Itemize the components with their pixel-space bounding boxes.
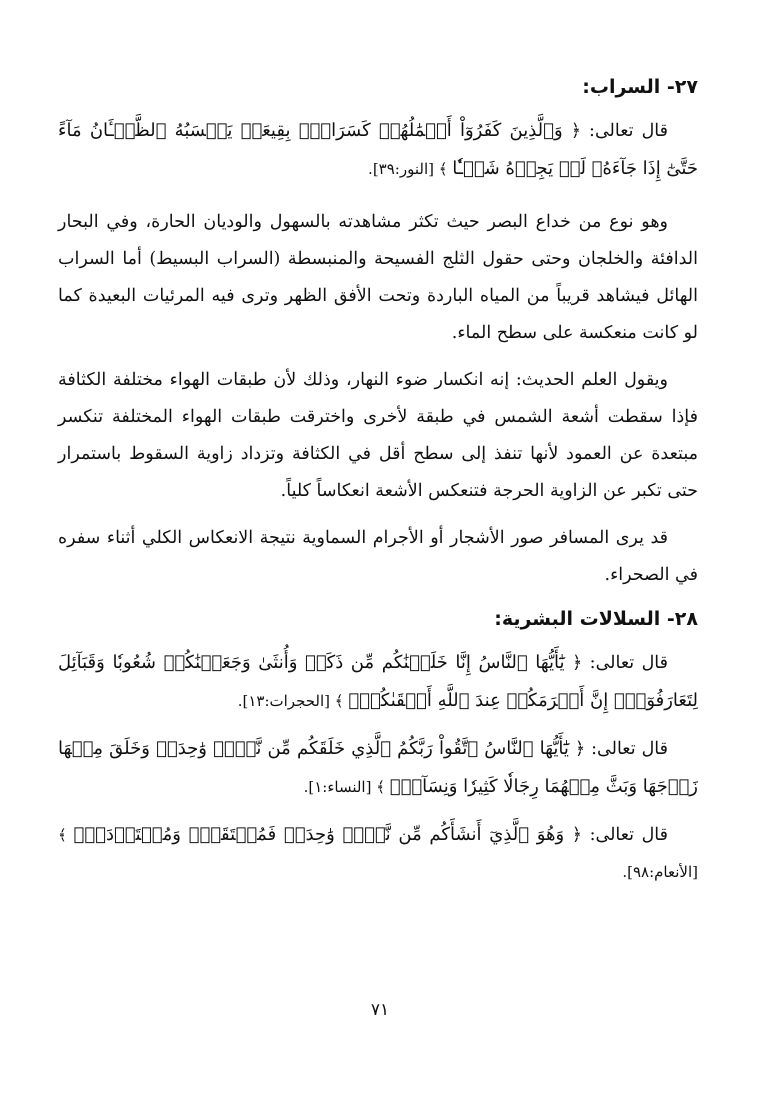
paragraph-modern-science: ويقول العلم الحديث: إنه انكسار ضوء النهار، وذلك لأن طبقات الهواء مختلفة الكثافة فإذا سقطت أشعة الشمس في طبقة لأخرى واخترقت طبقات الهواء المختلفة تنكسر مبتعدة عن العمود لأنها تنفذ إلى سطح أقل في الكثافة وتزداد زاوية السقوط باستمرار حتى تكبر عن الزاوية الحرجة فتنعكس الأشعة انعكاساً كلياً. — [58, 370, 698, 501]
verse-reference: ﴾ [النور:٣٩]. — [368, 160, 453, 178]
verse-reference: ﴾ [الأنعام:٩٨]. — [58, 826, 698, 881]
paragraph-traveler: قد يرى المسافر صور الأشجار أو الأجرام السماوية نتيجة الانعكاس الكلي أثناء سفره في الصحراء. — [58, 528, 698, 585]
quran-verse: وَهُوَ ٱلَّذِيٓ أَنشَأَكُم مِّن نَّفۡسٖ وَٰحِدَةٖ فَمُسۡتَقَرّٞ وَمُسۡتَوۡدَعٞۗ — [73, 824, 565, 845]
section-28-verse-2 — [58, 730, 698, 806]
paragraph-mirage-types: وهو نوع من خداع البصر حيث تكثر مشاهدته بالسهول والوديان الحارة، وفي البحار الدافئة والخلجان وحتى حقول الثلج الفسيحة والمنبسطة (السراب البسيط) أما السراب الهائل فيشاهد قريباً من المياه الباردة وتحت الأفق الظهر وترى فيه المرئيات البعيدة كما لو كانت منعكسة على سطح الماء. — [58, 212, 698, 343]
quran-verse: وَٱلَّذِينَ كَفَرُوٓاْ أَعۡمَٰلُهُمۡ كَسَرَابِۭ بِقِيعَةٖ يَحۡسَبُهُ ٱلظَّمۡـَٔانُ مَآءً حَتَّىٰٓ إِذَا جَآءَهُۥ لَمۡ يَجِدۡهُ شَيۡـٔٗا — [58, 120, 698, 179]
page-number: ٧١ — [370, 1000, 390, 1020]
section-28-heading: ٢٨- السلالات البشرية: — [494, 608, 698, 630]
section-28-verse-1 — [58, 644, 698, 720]
verse-intro: قال تعالى: ﴿ — [564, 825, 668, 845]
verse-intro: قال تعالى: ﴿ — [562, 121, 668, 141]
section-28-verse-3 — [58, 816, 698, 891]
quran-verse: يَٰٓأَيُّهَا ٱلنَّاسُ ٱتَّقُواْ رَبَّكُمُ ٱلَّذِي خَلَقَكُم مِّن نَّفۡسٖ وَٰحِدَةٖ وَخَلَقَ مِنۡهَا زَوۡجَهَا وَبَثَّ مِنۡهُمَا رِجَالٗا كَثِيرٗا وَنِسَآءٗۚ — [58, 738, 698, 797]
section-27-heading: ٢٧- السراب: — [582, 76, 698, 98]
section-27-verse — [58, 112, 698, 188]
quran-verse: يَٰٓأَيُّهَا ٱلنَّاسُ إِنَّا خَلَقۡنَٰكُم مِّن ذَكَرٖ وَأُنثَىٰ وَجَعَلۡنَٰكُمۡ شُعُوبٗا وَقَبَآئِلَ لِتَعَارَفُوٓاْۚ إِنَّ أَكۡرَمَكُمۡ عِندَ ٱللَّهِ أَتۡقَىٰكُمۡۚ — [58, 652, 698, 711]
page-content — [58, 72, 698, 901]
verse-reference: ﴾ [النساء:١]. — [303, 778, 390, 796]
verse-intro: قال تعالى: ﴿ — [564, 653, 668, 673]
verse-reference: ﴾ [الحجرات:١٣]. — [237, 692, 349, 710]
verse-intro: قال تعالى: ﴿ — [568, 739, 668, 759]
